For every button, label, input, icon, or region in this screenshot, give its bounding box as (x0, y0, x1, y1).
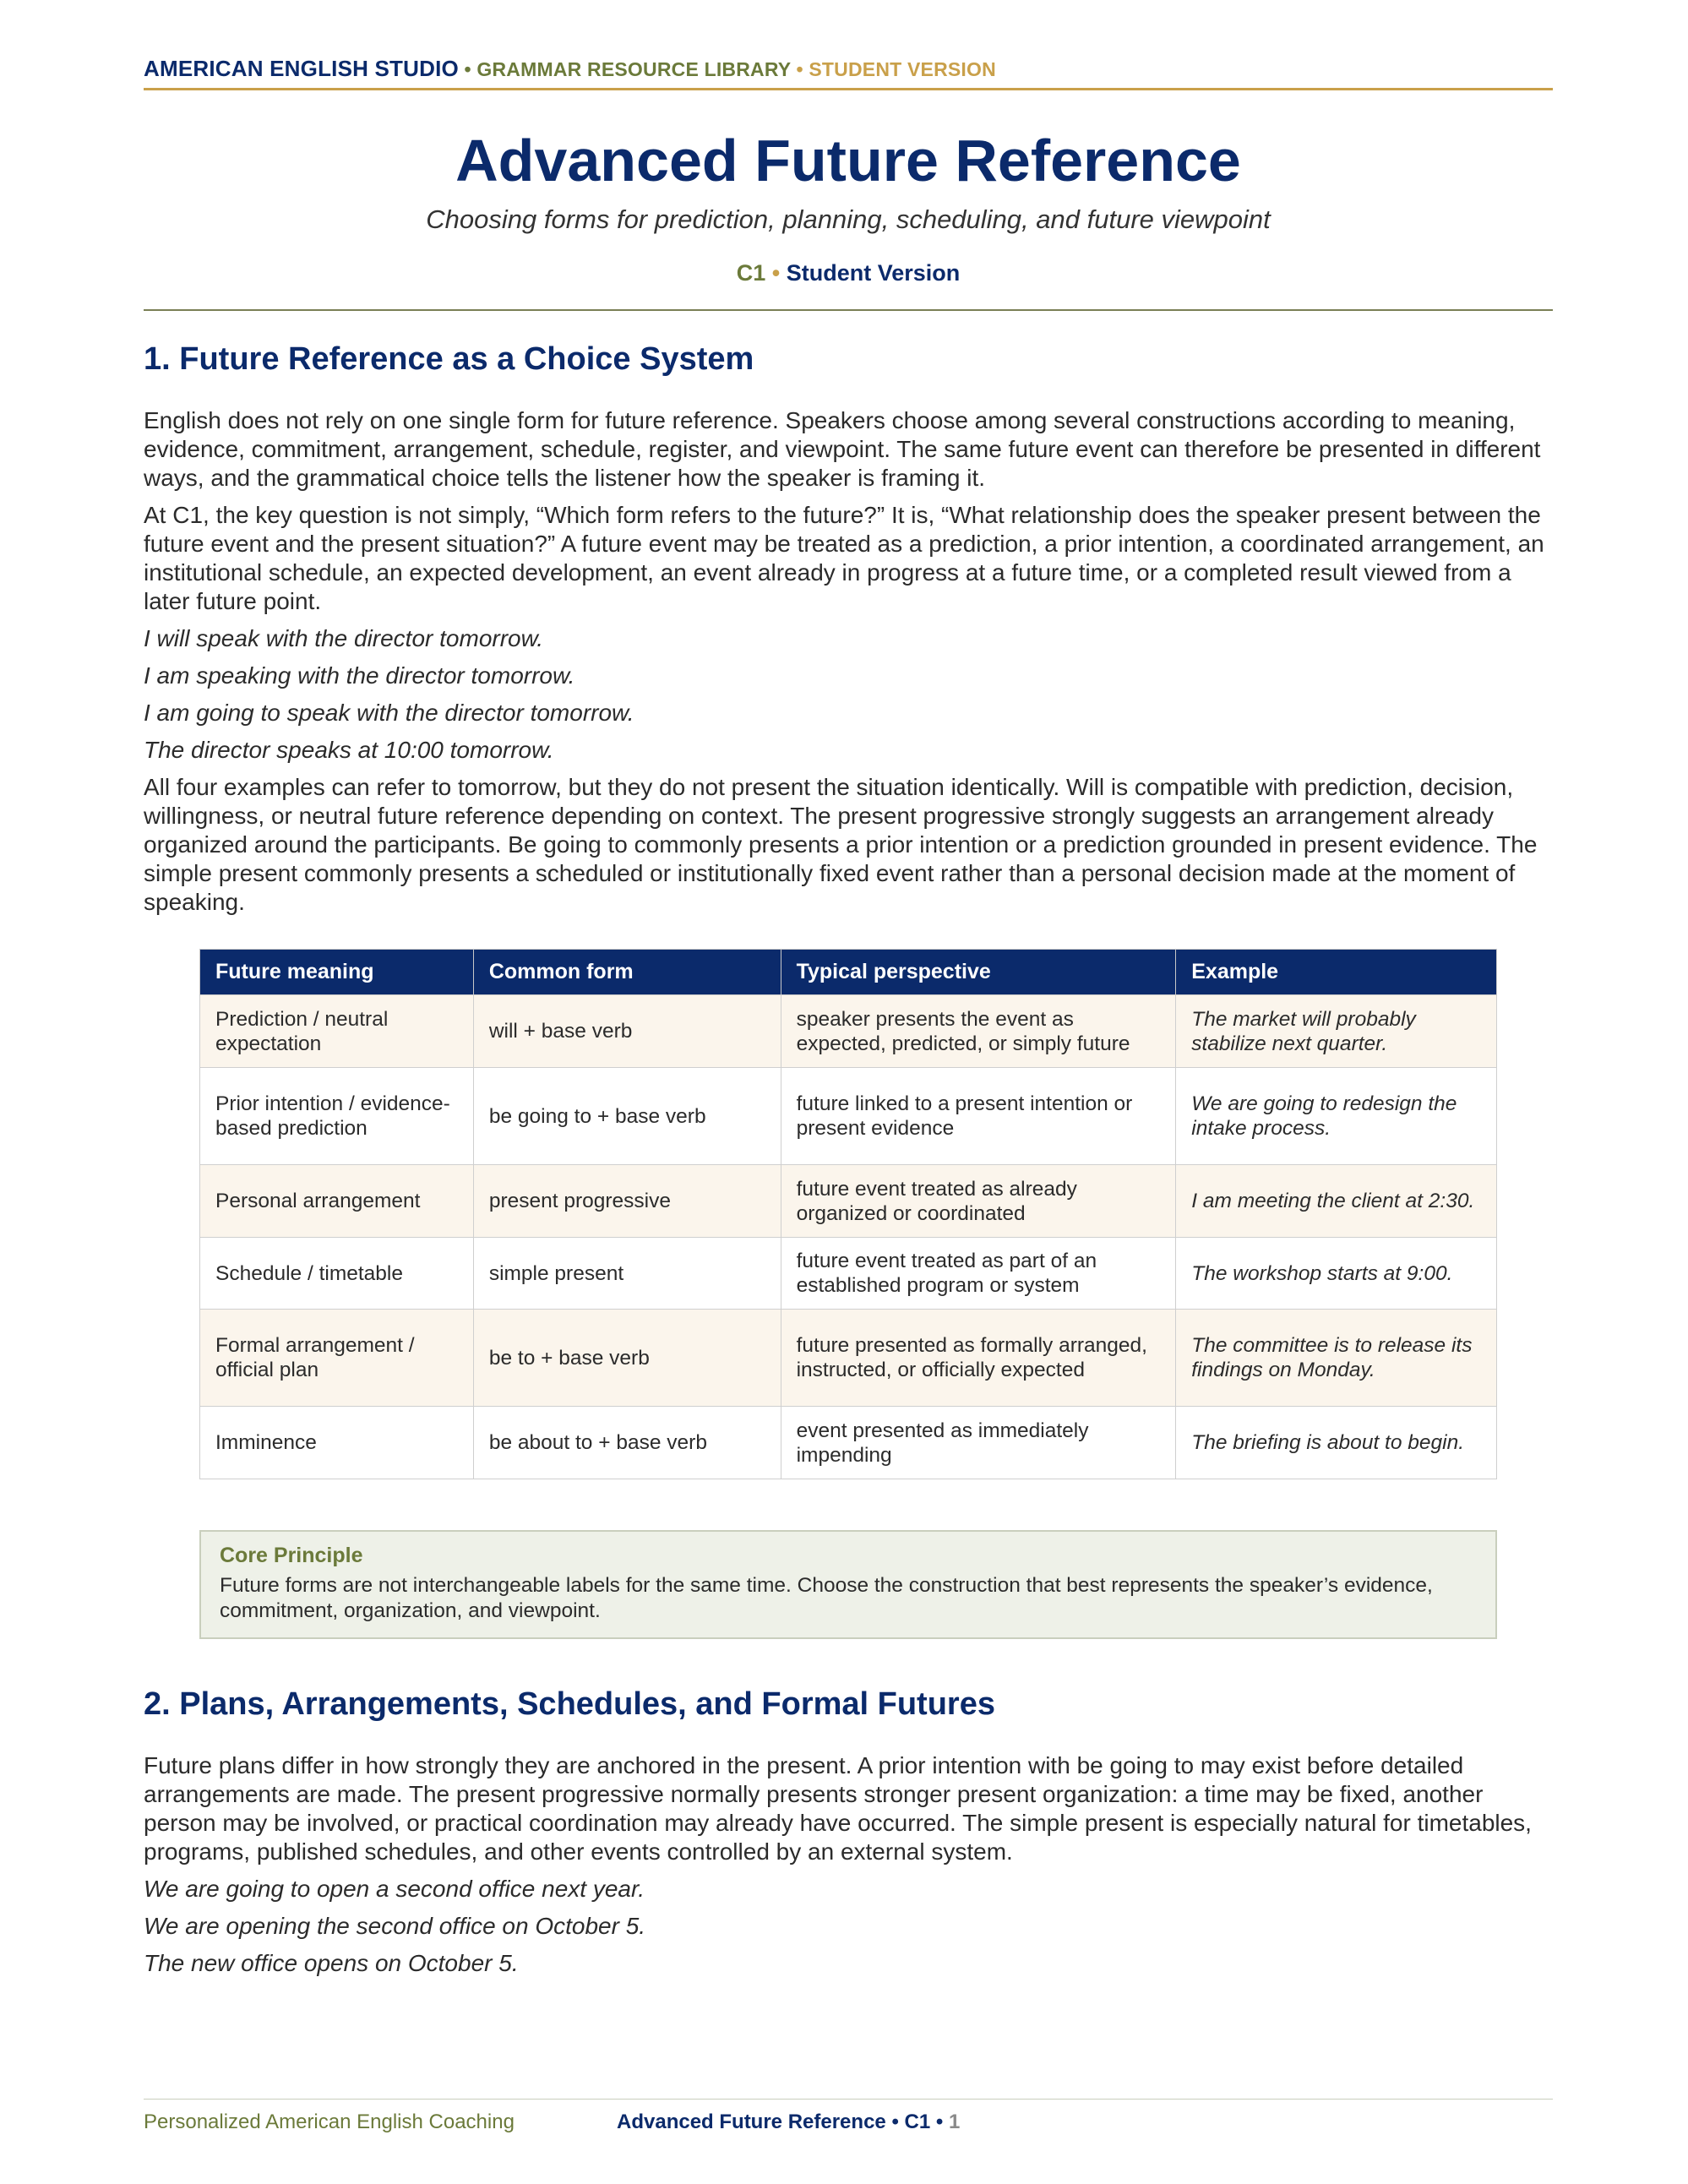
table-cell: future event treated as already organized or coordinated (781, 1165, 1176, 1238)
version-label: STUDENT VERSION (809, 58, 996, 80)
table-row (200, 1407, 1497, 1479)
example-sentence: I am going to speak with the director tomorrow. (144, 700, 634, 726)
page-number: 1 (948, 2110, 961, 2133)
table-cell: simple present (473, 1238, 781, 1310)
table-row (200, 995, 1497, 1068)
footer-doc-info (617, 2110, 960, 2134)
example-sentence: The director speaks at 10:00 tomorrow. (144, 737, 554, 763)
example-sentence: We are opening the second office on October 5. (144, 1913, 646, 1939)
page-subtitle: Choosing forms for prediction, planning, scheduling, and future viewpoint (426, 204, 1271, 234)
column-header: Typical perspective (781, 950, 1176, 995)
table-cell: The committee is to release its findings on Monday. (1176, 1310, 1497, 1407)
level-version: Student Version (786, 260, 961, 286)
level-line (144, 260, 1553, 286)
table-header-row (200, 950, 1497, 995)
level-label: C1 (736, 260, 766, 286)
example-sentence: We are going to open a second office next year. (144, 1876, 645, 1902)
paragraph: All four examples can refer to tomorrow, but they do not present the situation identically. Will is compatible with prediction, decision, willingness, or neutral future reference depending on context. The present progressive strongly suggests an arrangement already organized around the participants. Be going to commonly presents a prior intention or a prediction grounded in present evidence. The simple present commonly presents a scheduled or institutionally fixed event rather than a personal decision made at the moment of speaking. (144, 774, 1538, 915)
table-cell: future event treated as part of an established program or system (781, 1238, 1176, 1310)
example-sentence: I am speaking with the director tomorrow. (144, 662, 575, 689)
table-row (200, 1165, 1497, 1238)
header-rule (144, 88, 1553, 90)
column-header: Future meaning (200, 950, 474, 995)
table-cell: We are going to redesign the intake process. (1176, 1068, 1497, 1165)
table-cell: speaker presents the event as expected, predicted, or simply future (781, 995, 1176, 1068)
table-cell: The workshop starts at 9:00. (1176, 1238, 1497, 1310)
section-heading: 2. Plans, Arrangements, Schedules, and Formal Futures (144, 1686, 995, 1722)
footer-rule (144, 2099, 1553, 2100)
paragraph: At C1, the key question is not simply, “Which form refers to the future?” It is, “What relationship does the speaker present between the future event and the present situation?” A future event may be treated as a prediction, a prior intention, a coordinated arrangement, an institutional schedule, an expected development, an event already in progress at a future time, or a completed result viewed from a later future point. (144, 502, 1544, 614)
header-bar (144, 56, 1553, 82)
column-header: Example (1176, 950, 1497, 995)
library-name: GRAMMAR RESOURCE LIBRARY (476, 58, 791, 80)
table-cell: present progressive (473, 1165, 781, 1238)
table-cell: future presented as formally arranged, instructed, or officially expected (781, 1310, 1176, 1407)
table-cell: future linked to a present intention or present evidence (781, 1068, 1176, 1165)
example-sentence: I will speak with the director tomorrow. (144, 625, 544, 651)
callout-text: Future forms are not interchangeable labels for the same time. Choose the construction that best represents the speaker’s evidence, commitment, organization, and viewpoint. (220, 1574, 1433, 1622)
header-separator: • (464, 58, 471, 80)
table-cell: Prediction / neutral expectation (200, 995, 474, 1068)
table-row (200, 1068, 1497, 1165)
example-sentence: The new office opens on October 5. (144, 1950, 519, 1976)
header-separator: • (796, 58, 803, 80)
paragraph: English does not rely on one single form for future reference. Speakers choose among several constructions according to meaning, evidence, commitment, arrangement, schedule, register, and viewpoint. The same future event can therefore be presented in different ways, and the grammatical choice tells the listener how the speaker is framing it. (144, 407, 1541, 491)
table-cell: The briefing is about to begin. (1176, 1407, 1497, 1479)
future-forms-table (199, 949, 1497, 1479)
table-cell: be about to + base verb (473, 1407, 781, 1479)
table-cell: Imminence (200, 1407, 474, 1479)
section-heading: 1. Future Reference as a Choice System (144, 341, 754, 377)
footer-separator: • (891, 2110, 899, 2133)
main-content (144, 338, 1553, 1978)
footer-doc-title: Advanced Future Reference (617, 2110, 886, 2133)
table-cell: will + base verb (473, 995, 781, 1068)
table-cell: event presented as immediately impending (781, 1407, 1176, 1479)
footer-level: C1 (904, 2110, 931, 2133)
footer-separator: • (935, 2110, 944, 2133)
brand-name: AMERICAN ENGLISH STUDIO (144, 56, 459, 81)
table-cell: I am meeting the client at 2:30. (1176, 1165, 1497, 1238)
level-separator: • (771, 260, 781, 286)
table-cell: Formal arrangement / official plan (200, 1310, 474, 1407)
table-cell: Prior intention / evidence-based prediction (200, 1068, 474, 1165)
table-row (200, 1238, 1497, 1310)
callout-title: Core Principle (220, 1544, 363, 1567)
paragraph: Future plans differ in how strongly they are anchored in the present. A prior intention with be going to may exist before detailed arrangements are made. The present progressive normally presents stronger present organization: a time may be fixed, another person may be involved, or practical coordination may already have occurred. The simple present is especially natural for timetables, programs, published schedules, and other events controlled by an external system. (144, 1752, 1532, 1865)
column-header: Common form (473, 950, 781, 995)
table-cell: The market will probably stabilize next quarter. (1176, 995, 1497, 1068)
title-rule (144, 309, 1553, 311)
table-row (200, 1310, 1497, 1407)
table-cell: Schedule / timetable (200, 1238, 474, 1310)
page-title: Advanced Future Reference (455, 128, 1241, 193)
footer-left-text: Personalized American English Coaching (144, 2110, 515, 2133)
core-principle-callout (199, 1530, 1497, 1639)
table-cell: Personal arrangement (200, 1165, 474, 1238)
table-cell: be going to + base verb (473, 1068, 781, 1165)
table-cell: be to + base verb (473, 1310, 781, 1407)
